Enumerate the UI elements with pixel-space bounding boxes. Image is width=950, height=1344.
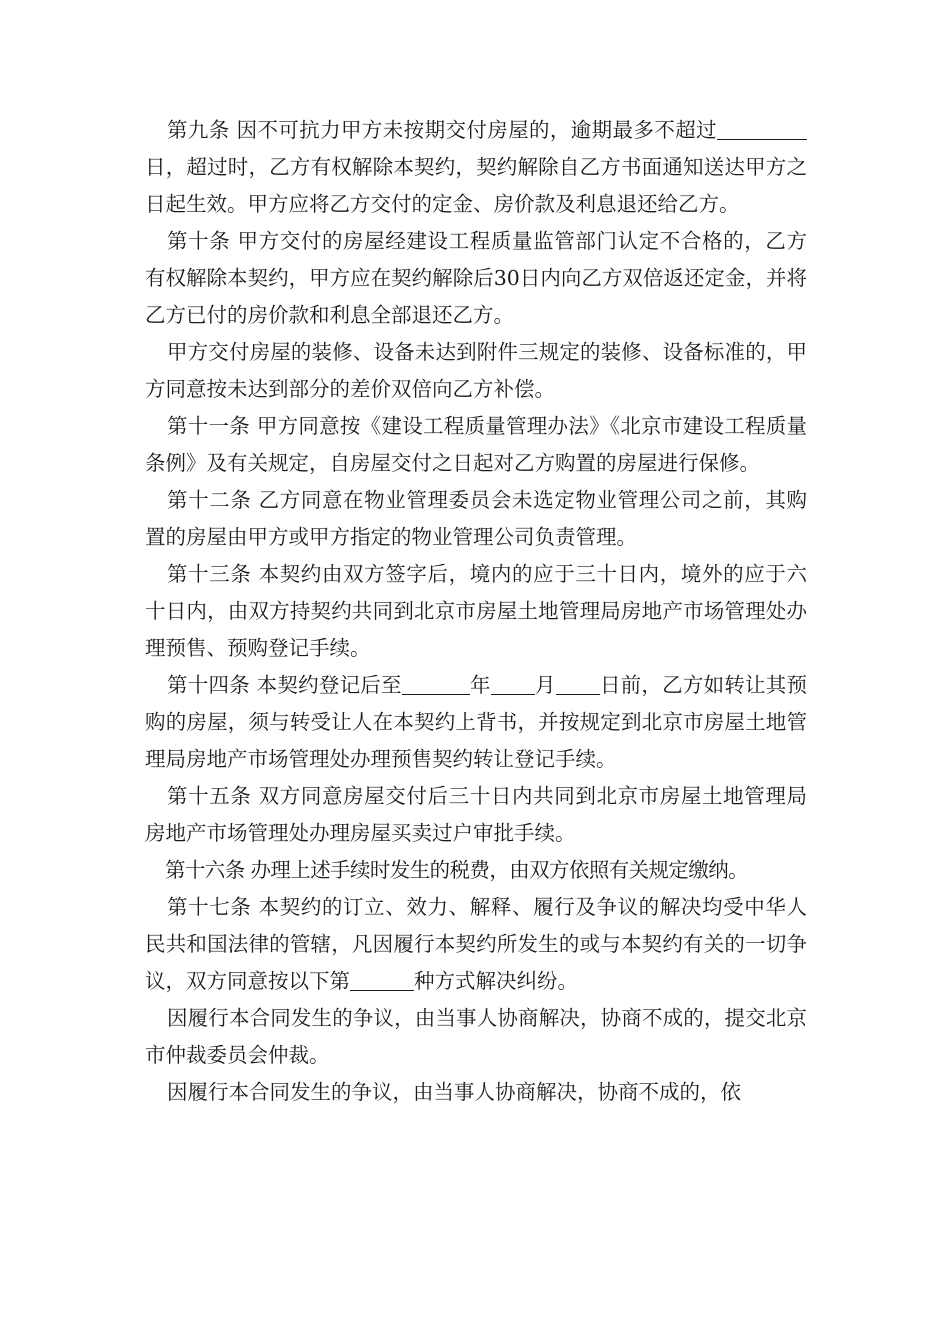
fill-blank-year: [402, 672, 470, 695]
paragraph-text: 第十六条 办理上述手续时发生的税费，由双方依照有关规定缴纳。: [165, 858, 749, 882]
paragraph-text: 因履行本合同发生的争议，由当事人协商解决，协商不成的，依: [167, 1080, 741, 1104]
paragraph-article-9: [145, 112, 807, 223]
paragraph-text: 第十五条 双方同意房屋交付后三十日内共同到北京市房屋土地管理局房地产市场管理处办理房屋买卖过户审批手续。: [145, 784, 807, 845]
paragraph-text: 第十三条 本契约由双方签字后，境内的应于三十日内，境外的应于六十日内，由双方持契约共同到北京市房屋土地管理局房地产市场管理处办理预售、预购登记手续。: [145, 562, 807, 660]
contract-body: [145, 112, 807, 1111]
paragraph-text: 第九条 因不可抗力甲方未按期交付房屋的，逾期最多不超过: [167, 118, 717, 142]
paragraph-article-12: [145, 482, 807, 556]
paragraph-text: 种方式解决纠纷。: [414, 969, 578, 993]
paragraph-article-14: [145, 667, 807, 778]
paragraph-text: 甲方交付房屋的装修、设备未达到附件三规定的装修、设备标准的，甲方同意按未达到部分的差价双倍向乙方补偿。: [145, 340, 807, 401]
paragraph-text: 第十七条 本契约的订立、效力、解释、履行及争议的解决均受中华人民共和国法律的管辖，凡因履行本契约所发生的或与本契约有关的一切争议，双方同意按以下第: [145, 895, 807, 993]
paragraph-article-15: [145, 778, 807, 852]
paragraph-arbitration-option: [145, 1000, 807, 1074]
fill-blank-day: [556, 672, 600, 695]
fill-blank-days: [717, 117, 807, 140]
paragraph-article-13: [145, 556, 807, 667]
paragraph-article-10: [145, 223, 807, 334]
paragraph-text: 第十条 甲方交付的房屋经建设工程质量监管部门认定不合格的，乙方有权解除本契约，甲方应在契约解除后30日内向乙方双倍返还定金，并将乙方已付的房价款和利息全部退还乙方。: [145, 229, 807, 327]
fill-blank-method: [350, 968, 414, 991]
paragraph-text: 日前，乙方如转让其预购的房屋，须与转受让人在本契约上背书，并按规定到北京市房屋土地管理局房地产市场管理处办理预售契约转让登记手续。: [145, 673, 808, 771]
paragraph-text: 第十二条 乙方同意在物业管理委员会未选定物业管理公司之前，其购置的房屋由甲方或甲方指定的物业管理公司负责管理。: [145, 488, 807, 549]
paragraph-article-16: [145, 852, 807, 889]
fill-blank-month: [491, 672, 535, 695]
paragraph-article-11: [145, 408, 807, 482]
paragraph-text: 月: [534, 673, 556, 697]
paragraph-text: 第十四条 本契约登记后至: [167, 673, 402, 697]
paragraph-text: 因履行本合同发生的争议，由当事人协商解决，协商不成的，提交北京市仲裁委员会仲裁。: [145, 1006, 807, 1067]
paragraph-text: 日，超过时，乙方有权解除本契约，契约解除自乙方书面通知送达甲方之日起生效。甲方应将乙方交付的定金、房价款及利息退还给乙方。: [145, 155, 807, 216]
paragraph-article-17: [145, 889, 807, 1000]
paragraph-litigation-option: [145, 1074, 807, 1111]
paragraph-text: 第十一条 甲方同意按《建设工程质量管理办法》《北京市建设工程质量条例》及有关规定，自房屋交付之日起对乙方购置的房屋进行保修。: [145, 414, 807, 475]
paragraph-text: 年: [469, 673, 491, 697]
paragraph-decoration-compensation: [145, 334, 807, 408]
